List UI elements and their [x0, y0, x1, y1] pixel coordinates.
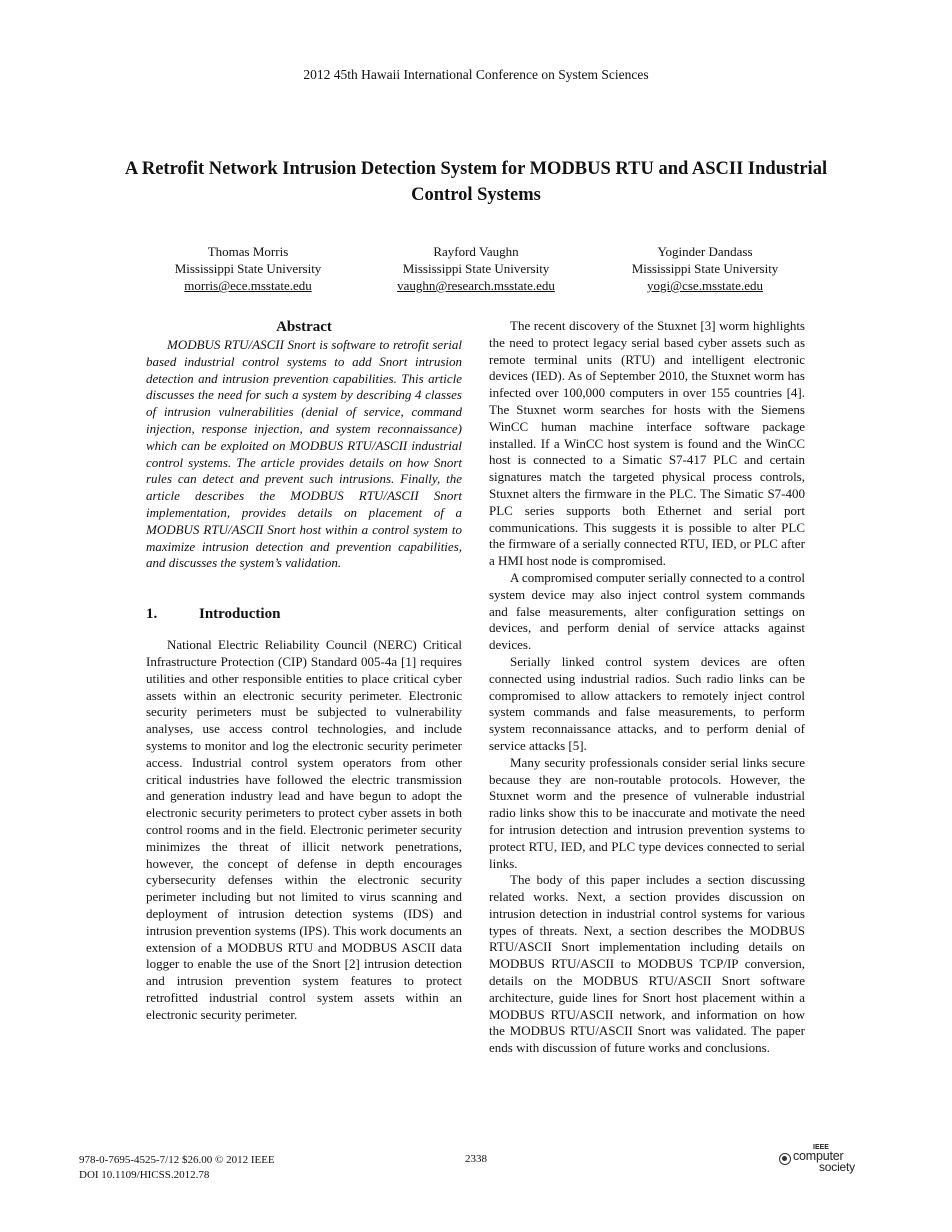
logo-society: society	[819, 1160, 855, 1174]
author-name: Thomas Morris	[207, 244, 289, 259]
paragraph: Many security professionals consider serial links secure because they are non-routable protocols. However, the Stuxnet worm and the presence of vulnerable industrial radio links show this to be inaccurate and motivate the need for intrusion detection and intrusion prevention systems to protect RTU, IED, and PLC type devices connected to serial links.	[489, 754, 805, 871]
paragraph: National Electric Reliability Council (NERC) Critical Infrastructure Protection (CIP) Standard 005-4a [1] requires utilities and other responsible entities to place critical cyber assets within an electronic security perimeter. Electronic security perimeters must be subjected to vulnerability analyses, use access control technologies, and include systems to monitor and log the electronic security perimeter access. Industrial control system operators from other critical industries have followed the electric transmission and generation industry lead and have begun to adopt the electronic security perimeters to protect cyber assets in both control rooms and in the field. Electronic perimeter security minimizes the threat of illicit network penetrations, however, the concept of defense in depth encourages cybersecurity defenses within the electronic security perimeter including but not limited to virus scanning and deployment of intrusion detection systems (IDS) and intrusion prevention systems (IPS). This work documents an extension of a MODBUS RTU and MODBUS ASCII data logger to enable the use of the Snort [2] intrusion detection and intrusion prevention system features to protect retrofitted industrial control system assets within an electronic security perimeter.	[146, 637, 462, 1022]
author-email[interactable]: yogi@cse.msstate.edu	[647, 278, 763, 293]
author-affiliation: Mississippi State University	[631, 261, 779, 276]
logo-computer: computer	[793, 1149, 844, 1163]
paragraph: The body of this paper includes a section discussing related works. Next, a section provides discussion on intrusion detection in industrial control systems for various types of threats. Next, a section describes the MODBUS RTU/ASCII Snort implementation including details on MODBUS RTU/ASCII to MODBUS TCP/IP conversion, details on the MODBUS RTU/ASCII Snort software architecture, guide lines for Snort host placement within a MODBUS RTU/ASCII network, and information on how the MODBUS RTU/ASCII Snort was validated. The paper ends with discussion of future works and conclusions.	[489, 872, 805, 1056]
paragraph: The recent discovery of the Stuxnet [3] worm highlights the need to protect legacy serial based cyber assets such as remote terminal units (RTU) and intelligent electronic devices (IED). As of September 2010, the Stuxnet worm has infected over 100,000 computers in over 155 countries [4]. The Stuxnet worm searches for hosts with the Siemens WinCC human machine interface software package installed. If a WinCC host system is found and the WinCC host is connected to a Simatic S7-417 PLC and certain signatures match the targeted physical process controls, Stuxnet alters the firmware in the PLC. The Simatic S7-400 PLC series supports both Ethernet and serial port communications. This suggests it is possible to alter PLC the firmware of a serially connected RTU, IED, or PLC after a HMI host node is compromised.	[489, 318, 805, 569]
footer-info	[79, 1153, 275, 1183]
author-affiliation: Mississippi State University	[174, 261, 322, 276]
isbn-line: 978-0-7695-4525-7/12 $26.00 © 2012 IEEE	[79, 1154, 275, 1166]
section-title: Introduction	[199, 606, 281, 623]
conference-header: 2012 45th Hawaii International Conference on System Sciences	[303, 67, 649, 82]
author-name: Yoginder Dandass	[657, 244, 753, 259]
logo-ieee: IEEE	[813, 1144, 829, 1151]
section-number: 1.	[146, 606, 158, 623]
abstract-heading: Abstract	[276, 319, 332, 335]
ieee-computer-society-logo	[779, 1144, 861, 1176]
left-column	[146, 318, 462, 1023]
author-name: Rayford Vaughn	[433, 244, 519, 259]
paper-title: A Retrofit Network Intrusion Detection System for MODBUS RTU and ASCII Industrial Control Systems	[124, 159, 828, 205]
author-affiliation: Mississippi State University	[402, 261, 550, 276]
author-email[interactable]: morris@ece.msstate.edu	[184, 278, 312, 293]
author-email[interactable]: vaughn@research.msstate.edu	[397, 278, 555, 293]
abstract-text: MODBUS RTU/ASCII Snort is software to retrofit serial based industrial control systems to add Snort intrusion detection and intrusion prevention capabilities. This article discusses the need for such a system by describing 4 classes of intrusion vulnerabilities (denial of service, command injection, response injection, and system reconnaissance) which can be exploited on MODBUS RTU/ASCII industrial control systems. The article provides details on how Snort rules can detect and prevent such intrusions. Finally, the article describes the MODBUS RTU/ASCII Snort implementation, provides details on placement of a MODBUS RTU/ASCII Snort host within a control system to maximize intrusion detection and prevention capabilities, and discusses the system’s validation.	[146, 337, 462, 571]
author-3	[565, 243, 845, 294]
page-number: 2338	[465, 1153, 487, 1165]
section-heading	[146, 605, 462, 623]
paragraph: Serially linked control system devices are often connected using industrial radios. Such radio links can be compromised to allow attackers to remotely inject control system commands and false measurements, to perform system reconnaissance attacks, and to perform denial of service attacks [5].	[489, 653, 805, 753]
right-column	[489, 318, 805, 1057]
paragraph: A compromised computer serially connected to a control system device may also inject control system commands and false measurements, alter configuration settings on devices, and perform denial of service attacks against devices.	[489, 569, 805, 653]
globe-icon	[779, 1153, 791, 1165]
doi-line: DOI 10.1109/HICSS.2012.78	[79, 1169, 210, 1181]
